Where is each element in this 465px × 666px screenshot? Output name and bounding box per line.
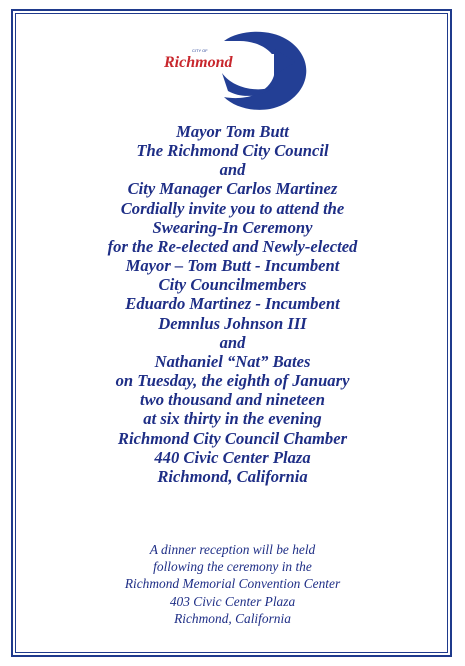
- invitation-line: Mayor – Tom Butt - Incumbent: [125, 256, 340, 276]
- reception-line: Richmond, California: [174, 610, 291, 626]
- invitation-line: Richmond, California: [157, 466, 308, 486]
- invitation-line: Mayor Tom Butt: [176, 122, 289, 141]
- invitation-text: [30, 122, 435, 486]
- invitation-line: Cordially invite you to attend the: [120, 198, 345, 218]
- invitation-line: at six thirty in the evening: [143, 409, 322, 429]
- invitation-line: 440 Civic Center Plaza: [154, 447, 311, 467]
- dove-arrow-logo-icon: [162, 27, 312, 111]
- invitation-line: Nathaniel “Nat” Bates: [154, 351, 311, 371]
- richmond-logo: [162, 27, 312, 111]
- invitation-line: City Councilmembers: [158, 275, 307, 295]
- invitation-line: Eduardo Martinez - Incumbent: [125, 294, 340, 314]
- reception-line: following the ceremony in the: [153, 559, 312, 575]
- invitation-line: and: [219, 160, 246, 180]
- reception-line: A dinner reception will be held: [149, 542, 316, 557]
- invitation-line: for the Re-elected and Newly-elected: [107, 236, 358, 256]
- logo-small-text: CITY OF: [192, 48, 208, 53]
- invitation-line: on Tuesday, the eighth of January: [115, 371, 350, 391]
- invitation-line: City Manager Carlos Martinez: [127, 179, 338, 199]
- invitation-line: two thousand and nineteen: [140, 390, 325, 410]
- invitation-line: Demnlus Johnson III: [158, 313, 307, 333]
- invitation-line: Richmond City Council Chamber: [117, 428, 348, 448]
- logo-word: Richmond: [164, 54, 233, 71]
- invitation-line: The Richmond City Council: [136, 141, 329, 161]
- reception-text: [30, 541, 435, 627]
- reception-line: Richmond Memorial Convention Center: [124, 576, 341, 592]
- invitation-line: Swearing-In Ceremony: [152, 217, 313, 237]
- invitation-line: and: [219, 332, 246, 352]
- reception-line: 403 Civic Center Plaza: [169, 593, 296, 609]
